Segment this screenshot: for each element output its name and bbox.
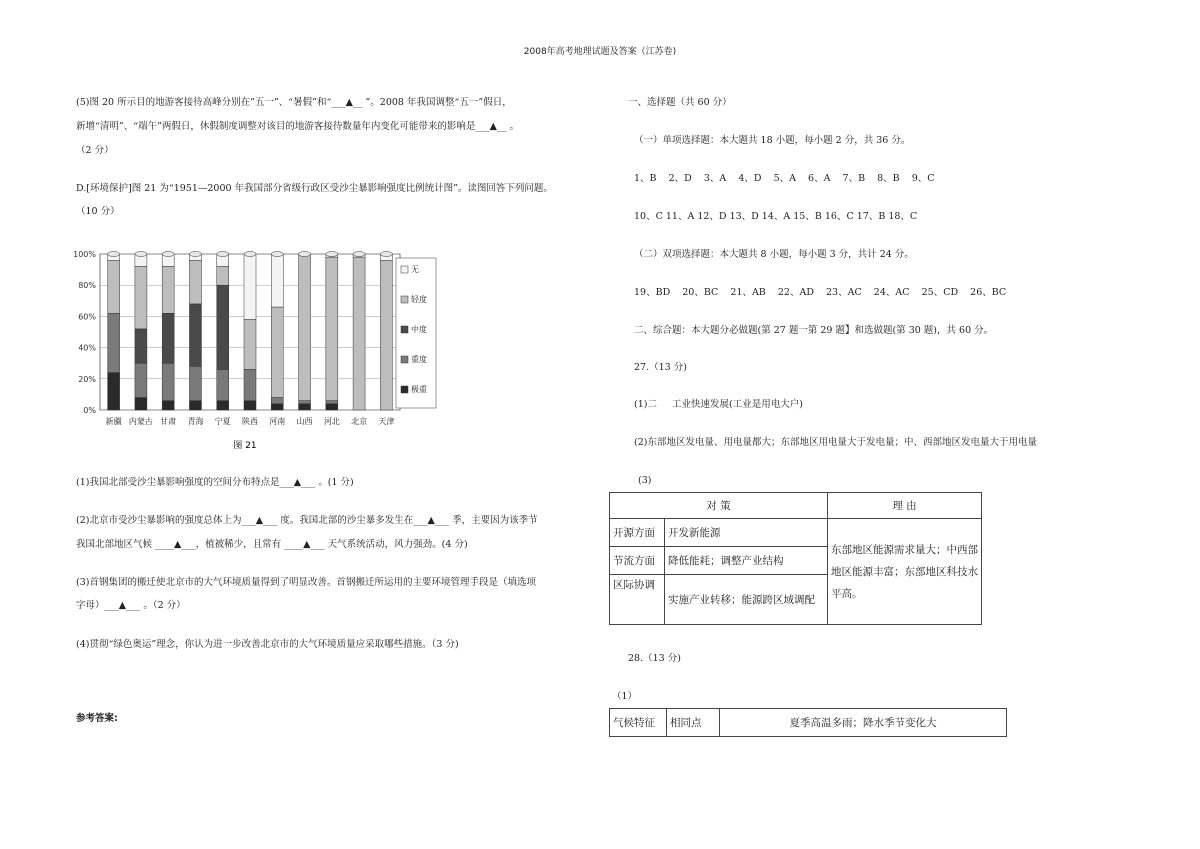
question-4: (4)贯彻“绿色奥运”理念，你认为进一步改善北京市的大气环境质量应采取哪些措施。（3 分) — [76, 639, 459, 650]
reference-answers-heading: 参考答案: — [76, 713, 118, 724]
section-1-heading: 一、选择题（共 60 分） — [628, 97, 732, 108]
question-27-heading: 27.（13 分) — [634, 362, 687, 373]
bar-segment — [244, 369, 256, 400]
bar-segment — [326, 257, 338, 401]
question-27-answer-1: (1)二 工业快速发展(工业是用电大户) — [634, 399, 803, 410]
bar-segment — [299, 401, 311, 404]
bar-cap — [271, 252, 283, 257]
bar-segment — [217, 285, 229, 369]
x-tick-label: 宁夏 — [214, 417, 231, 426]
bar-segment — [271, 307, 283, 397]
strategy-row-value: 开发新能源 — [665, 519, 828, 547]
bar-segment — [380, 260, 392, 410]
bar-cap — [353, 252, 365, 257]
question-27-answer-2: (2)东部地区发电量、用电量都大；东部地区用电量大于发电量；中、西部地区发电量大于用电量 — [634, 437, 1037, 448]
bar-segment — [108, 373, 120, 410]
strategy-row-value: 降低能耗；调整产业结构 — [665, 547, 828, 575]
y-tick-label: 40% — [78, 343, 96, 353]
legend-swatch — [401, 356, 408, 363]
bar-segment — [189, 260, 201, 304]
question-28-answer-1-label: （1） — [612, 691, 638, 702]
bar-cap — [244, 252, 256, 257]
bar-segment — [244, 254, 256, 320]
bar-segment — [135, 266, 147, 328]
question-5-score: （2 分） — [76, 145, 114, 156]
legend-swatch — [401, 326, 408, 333]
sandstorm-intensity-chart — [60, 236, 440, 454]
bar-segment — [217, 266, 229, 285]
bar-cap — [217, 252, 229, 257]
x-tick-label: 河南 — [269, 417, 286, 426]
x-tick-label: 新疆 — [105, 417, 122, 426]
legend-label: 重度 — [411, 355, 427, 364]
similarity-value: 夏季高温多雨；降水季节变化大 — [720, 709, 1007, 737]
section-1b-heading: （二）双项选择题：本大题共 8 小题，每小题 3 分，共计 24 分。 — [634, 249, 914, 260]
section-1a-heading: （一）单项选择题：本大题共 18 小题，每小题 2 分，共 36 分。 — [634, 135, 911, 146]
similarity-label: 相同点 — [667, 709, 720, 737]
answers-1-9: 1、B 2、D 3、A 4、D 5、A 6、A 7、B 8、B 9、C — [634, 173, 935, 184]
bar-segment — [162, 401, 174, 410]
question-2-line-2: 我国北部地区气候 ____▲___，植被稀少，且常有 ____▲___ 天气系统活动，风力强劲。(4 分) — [76, 539, 468, 550]
bar-segment — [189, 366, 201, 400]
legend-label: 极重 — [411, 385, 427, 394]
bar-segment — [189, 401, 201, 410]
strategy-header: 对 策 — [610, 493, 828, 519]
legend-swatch — [401, 296, 408, 303]
strategy-table — [609, 492, 982, 625]
bar-segment — [162, 313, 174, 363]
bar-segment — [271, 398, 283, 404]
climate-table — [609, 708, 1007, 737]
bar-segment — [135, 363, 147, 397]
bar-segment — [244, 320, 256, 370]
bar-cap — [189, 252, 201, 257]
question-27-answer-3-label: (3) — [638, 475, 652, 486]
legend-label: 中度 — [411, 325, 427, 334]
x-tick-label: 青海 — [187, 417, 204, 426]
answers-19-26: 19、BD 20、BC 21、AB 22、AD 23、AC 24、AC 25、CD 26、BC — [634, 287, 1007, 298]
bar-segment — [162, 363, 174, 400]
question-3-line-1: (3)首钢集团的搬迁使北京市的大气环境质量得到了明显改善。首钢搬迁所运用的主要环境管理手段是（填选项 — [76, 577, 536, 588]
bar-segment — [217, 369, 229, 400]
question-1: (1)我国北部受沙尘暴影响强度的空间分布特点是___▲___ 。(1 分) — [76, 477, 354, 488]
bar-segment — [135, 329, 147, 363]
strategy-row-value: 实施产业转移；能源跨区域调配 — [665, 575, 828, 625]
bar-cap — [135, 252, 147, 257]
legend-swatch — [401, 386, 408, 393]
strategy-row-label: 节流方面 — [610, 547, 665, 575]
section-2-heading: 二、综合题：本大题分必做题(第 27 题一第 29 题】和选做题(第 30 题)，共 60 分。 — [634, 325, 994, 336]
bar-cap — [108, 252, 120, 257]
answers-10-18: 10、C 11、A 12、D 13、D 14、A 15、B 16、C 17、B 18、C — [634, 211, 918, 222]
legend-label: 无 — [411, 265, 419, 274]
bar-segment — [299, 254, 311, 401]
bar-segment — [244, 401, 256, 410]
y-tick-label: 80% — [78, 281, 96, 291]
x-tick-label: 北京 — [351, 417, 368, 426]
bar-segment — [299, 404, 311, 410]
bar-segment — [135, 398, 147, 410]
x-tick-label: 甘肃 — [160, 417, 177, 426]
x-tick-label: 山西 — [296, 417, 313, 426]
reason-header: 理 由 — [828, 493, 982, 519]
question-3-line-2: 字母）___▲___ 。（2 分） — [76, 600, 186, 611]
x-tick-label: 天津 — [378, 417, 395, 426]
bar-segment — [108, 313, 120, 372]
x-tick-label: 陕西 — [242, 417, 258, 426]
bar-segment — [326, 404, 338, 410]
bar-cap — [380, 252, 392, 257]
bar-segment — [189, 304, 201, 366]
bar-segment — [108, 260, 120, 313]
bar-cap — [326, 252, 338, 257]
legend-swatch — [401, 266, 408, 273]
x-tick-label: 河北 — [323, 417, 340, 426]
bar-segment — [217, 401, 229, 410]
question-5-line-1: (5)图 20 所示目的地游客接待高峰分别在”五一”、“暑假”和“___▲__ ”。2008 年我国调整“五一”假日， — [76, 97, 512, 108]
legend-label: 轻度 — [411, 295, 427, 304]
bar-cap — [299, 252, 311, 257]
y-tick-label: 60% — [78, 312, 96, 322]
bar-segment — [162, 266, 174, 313]
strategy-row-label: 开源方面 — [610, 519, 665, 547]
question-28-heading: 28.（13 分) — [628, 653, 681, 664]
bar-segment — [271, 254, 283, 307]
x-tick-label: 内蒙古 — [128, 417, 153, 426]
section-d-score: （10 分） — [76, 206, 120, 217]
reason-cell: 东部地区能源需求量大；中西部地区能源丰富；东部地区科技水平高。 — [828, 519, 982, 625]
bar-segment — [326, 401, 338, 404]
page-title: 2008年高考地理试题及答案（江苏卷) — [523, 47, 677, 57]
bar-segment — [353, 257, 365, 410]
chart-caption: 图 21 — [233, 441, 257, 451]
bar-cap — [162, 252, 174, 257]
strategy-row-label: 区际协调 — [610, 575, 665, 625]
question-5-line-2: 新增“清明”、“端午”两假日，休假制度调整对该目的地游客接待数量年内变化可能带来的影响是___▲__ 。 — [76, 121, 520, 132]
question-2-line-1: (2)北京市受沙尘暴影响的强度总体上为___▲___ 度。我国北部的沙尘暴多发生在___▲___ 季，主要因为该季节 — [76, 515, 538, 526]
y-tick-label: 0% — [83, 406, 96, 415]
y-tick-label: 20% — [78, 374, 96, 384]
section-d-heading: D.[环境保护]图 21 为“1951—2000 年我国部分省级行政区受沙尘暴影响强度比例统计图”。读图回答下列问题。 — [76, 183, 553, 194]
climate-feature-label: 气候特征 — [610, 709, 667, 737]
y-tick-label: 100% — [73, 250, 96, 259]
bar-segment — [271, 404, 283, 410]
